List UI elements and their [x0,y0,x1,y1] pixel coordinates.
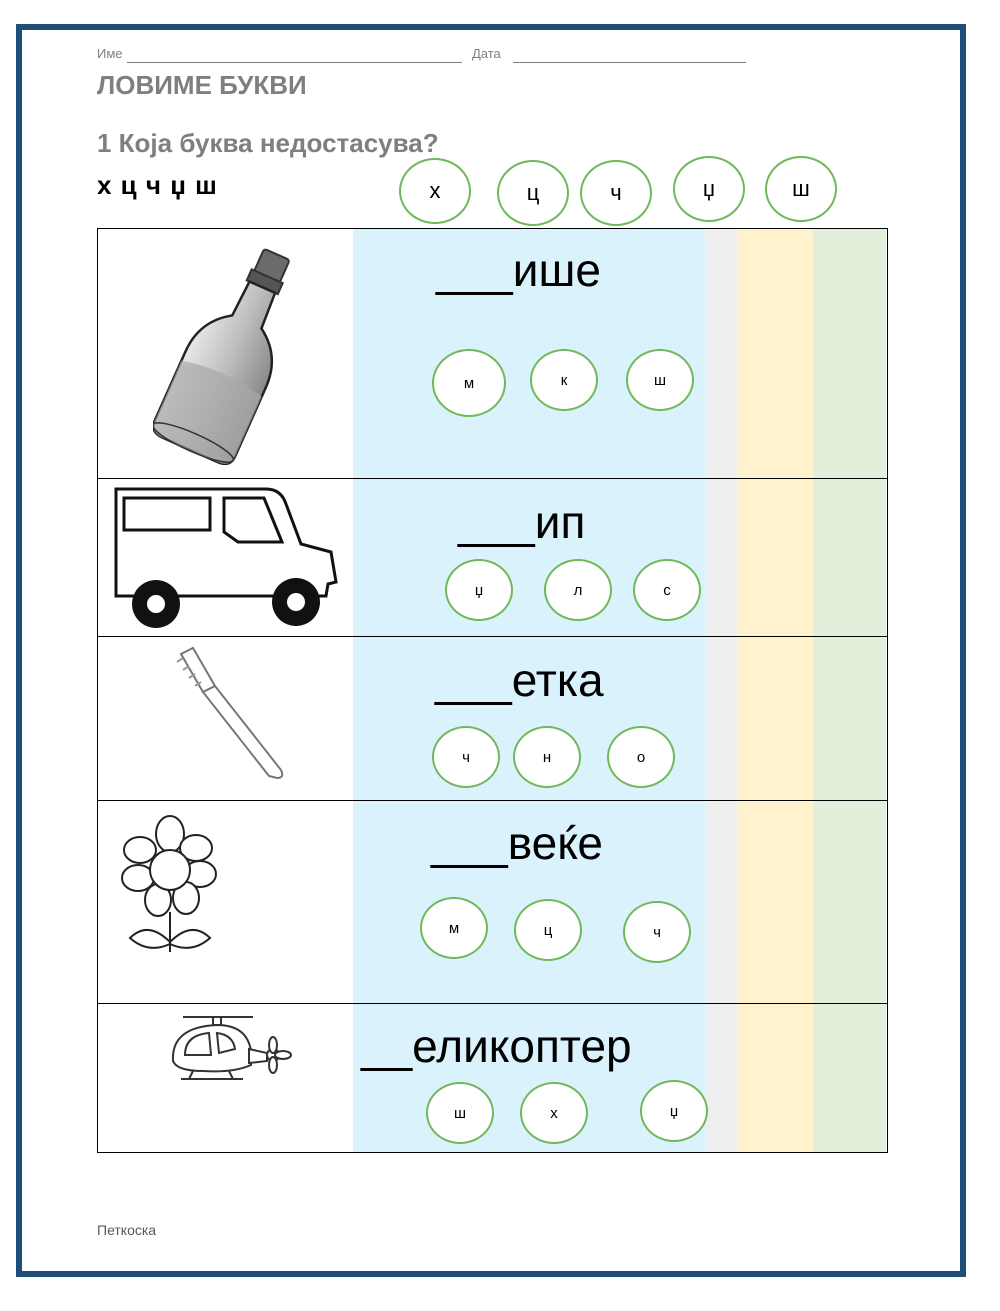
worksheet-title: ЛОВИМЕ БУКВИ [97,70,307,100]
choice-row3-1[interactable]: ч [432,726,500,788]
choice-row2-3[interactable]: с [633,559,701,621]
word-toothbrush: ___етка [435,654,604,706]
name-label: Име [97,46,123,61]
toothbrush-icon [163,644,293,784]
row-divider [98,478,887,479]
choice-row5-2[interactable]: х [520,1082,588,1144]
question-heading: 1 Која буква недостасува? [97,128,439,158]
choice-row3-2[interactable]: н [513,726,581,788]
choice-row4-1[interactable]: м [420,897,488,959]
choice-row4-2[interactable]: ц [514,899,582,961]
helicopter-icon [163,1009,293,1089]
row-divider [98,1003,887,1004]
author-footer: Петкоска [97,1222,157,1238]
choice-row2-2[interactable]: л [544,559,612,621]
date-line[interactable] [513,62,746,63]
letter-set: х ц ч џ ш [97,170,218,200]
jeep-icon [106,484,342,634]
word-helicopter: __еликоптер [361,1020,632,1072]
top-choice-dzh[interactable]: џ [673,156,745,222]
choice-row5-1[interactable]: ш [426,1082,494,1144]
exercise-table [97,228,888,1153]
bottle-icon [153,241,313,466]
answer-column-gray[interactable] [705,229,737,1152]
word-flower: ___веќе [431,817,603,869]
flower-icon [108,812,228,960]
top-choice-sh[interactable]: ш [765,156,837,222]
row-divider [98,636,887,637]
answer-column-yellow[interactable] [737,229,813,1152]
choice-row1-1[interactable]: м [432,349,506,417]
date-label: Дата [472,46,501,61]
row-divider [98,800,887,801]
answer-column-green[interactable] [813,229,886,1152]
choice-row1-2[interactable]: к [530,349,598,411]
choice-row3-3[interactable]: о [607,726,675,788]
choice-row2-1[interactable]: џ [445,559,513,621]
word-jeep: ___ип [458,496,586,548]
choice-row1-3[interactable]: ш [626,349,694,411]
name-line[interactable] [127,62,462,63]
word-bottle: ___ише [436,244,601,296]
choice-row4-3[interactable]: ч [623,901,691,963]
choice-row5-3[interactable]: џ [640,1080,708,1142]
top-choice-ts[interactable]: ц [497,160,569,226]
top-choice-ch[interactable]: ч [580,160,652,226]
top-choice-h[interactable]: х [399,158,471,224]
